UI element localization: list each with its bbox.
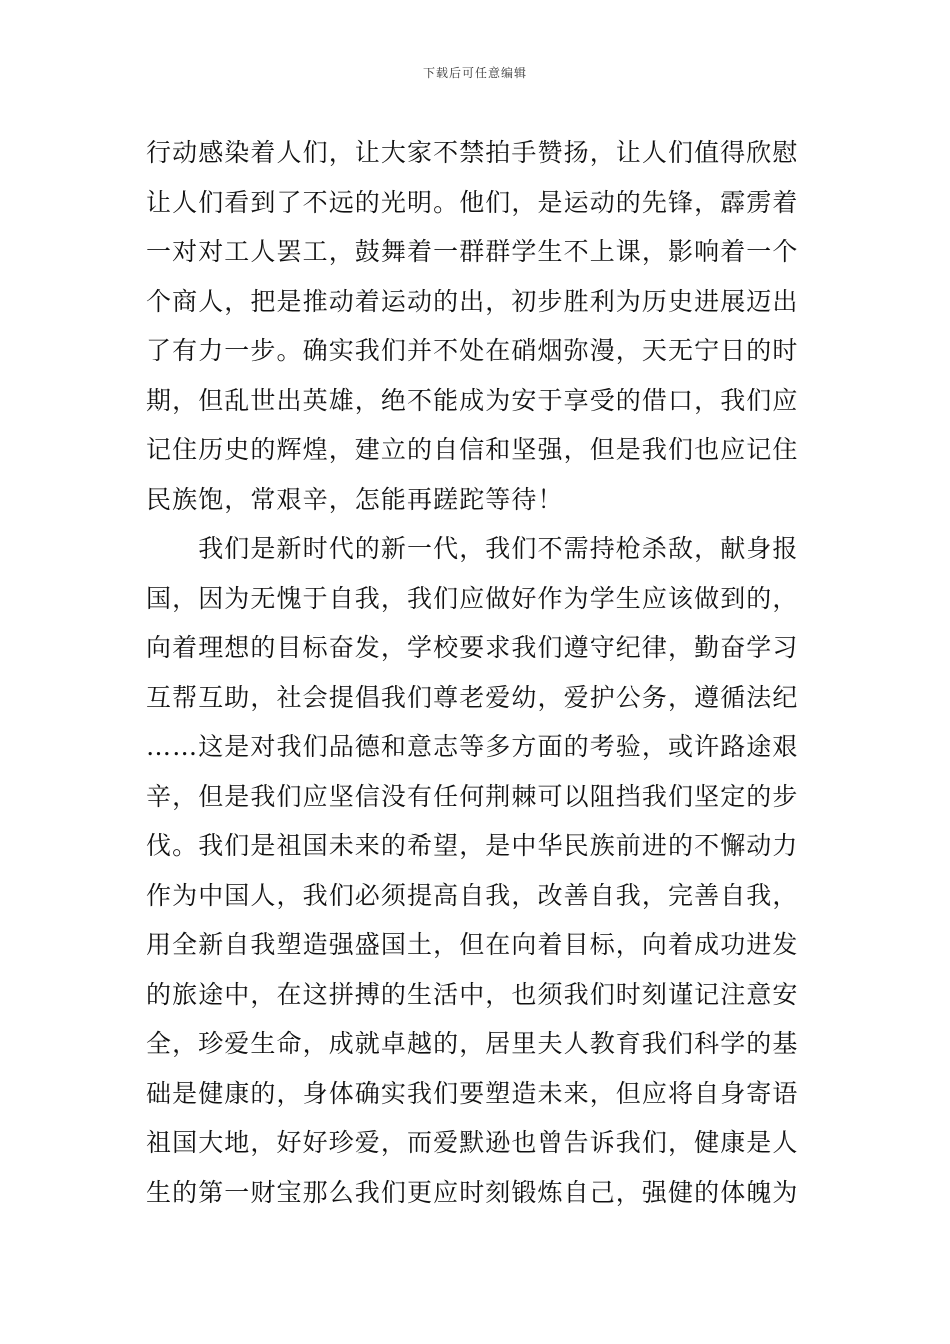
text-line: 作为中国人，我们必须提高自我，改善自我，完善自我， — [146, 880, 799, 910]
text-line: 行动感染着人们，让大家不禁拍手赞扬，让人们值得欣慰 — [146, 138, 799, 167]
text-line: 让人们看到了不远的光明。他们，是运动的先锋，霹雳着 — [146, 187, 799, 217]
text-line: 向着理想的目标奋发，学校要求我们遵守纪律，勤奋学习 — [146, 633, 799, 662]
text-line: 民族饱，常艰辛，怎能再蹉跎等待！ — [146, 484, 564, 514]
text-line: 我们是新时代的新一代，我们不需持枪杀敌，献身报 — [146, 534, 799, 563]
document-body — [146, 128, 816, 1217]
text-line: 的旅途中，在这拼搏的生活中，也须我们时刻谨记注意安 — [146, 979, 799, 1009]
text-line: 个商人，把是推动着运动的出，初步胜利为历史进展迈出 — [146, 286, 799, 316]
text-line: 期，但乱世出英雄，绝不能成为安于享受的借口，我们应 — [146, 385, 799, 415]
text-line: 一对对工人罢工，鼓舞着一群群学生不上课，影响着一个 — [146, 237, 799, 266]
text-line: 了有力一步。确实我们并不处在硝烟弥漫，天无宁日的时 — [146, 336, 799, 365]
text-line: 伐。我们是祖国未来的希望，是中华民族前进的不懈动力 — [146, 831, 799, 860]
text-line: 用全新自我塑造强盛国土，但在向着目标，向着成功进发 — [146, 930, 799, 959]
text-line: 辛，但是我们应坚信没有任何荆棘可以阻挡我们坚定的步 — [146, 781, 799, 811]
text-line: ……这是对我们品德和意志等多方面的考验，或许路途艰 — [146, 732, 799, 761]
text-line: 国，因为无愧于自我，我们应做好作为学生应该做到的， — [146, 583, 799, 613]
text-line: 记住历史的辉煌，建立的自信和坚强，但是我们也应记住 — [146, 435, 799, 464]
text-line: 础是健康的，身体确实我们要塑造未来，但应将自身寄语 — [146, 1078, 799, 1108]
text-line: 生的第一财宝那么我们更应时刻锻炼自己，强健的体魄为 — [146, 1177, 799, 1207]
text-line: 祖国大地，好好珍爱，而爱默逊也曾告诉我们，健康是人 — [146, 1128, 799, 1157]
text-line: 全，珍爱生命，成就卓越的，居里夫人教育我们科学的基 — [146, 1029, 799, 1058]
text-line: 互帮互助，社会提倡我们尊老爱幼，爱护公务，遵循法纪 — [146, 682, 799, 712]
page-header-note: 下载后可任意编辑 — [422, 66, 527, 80]
